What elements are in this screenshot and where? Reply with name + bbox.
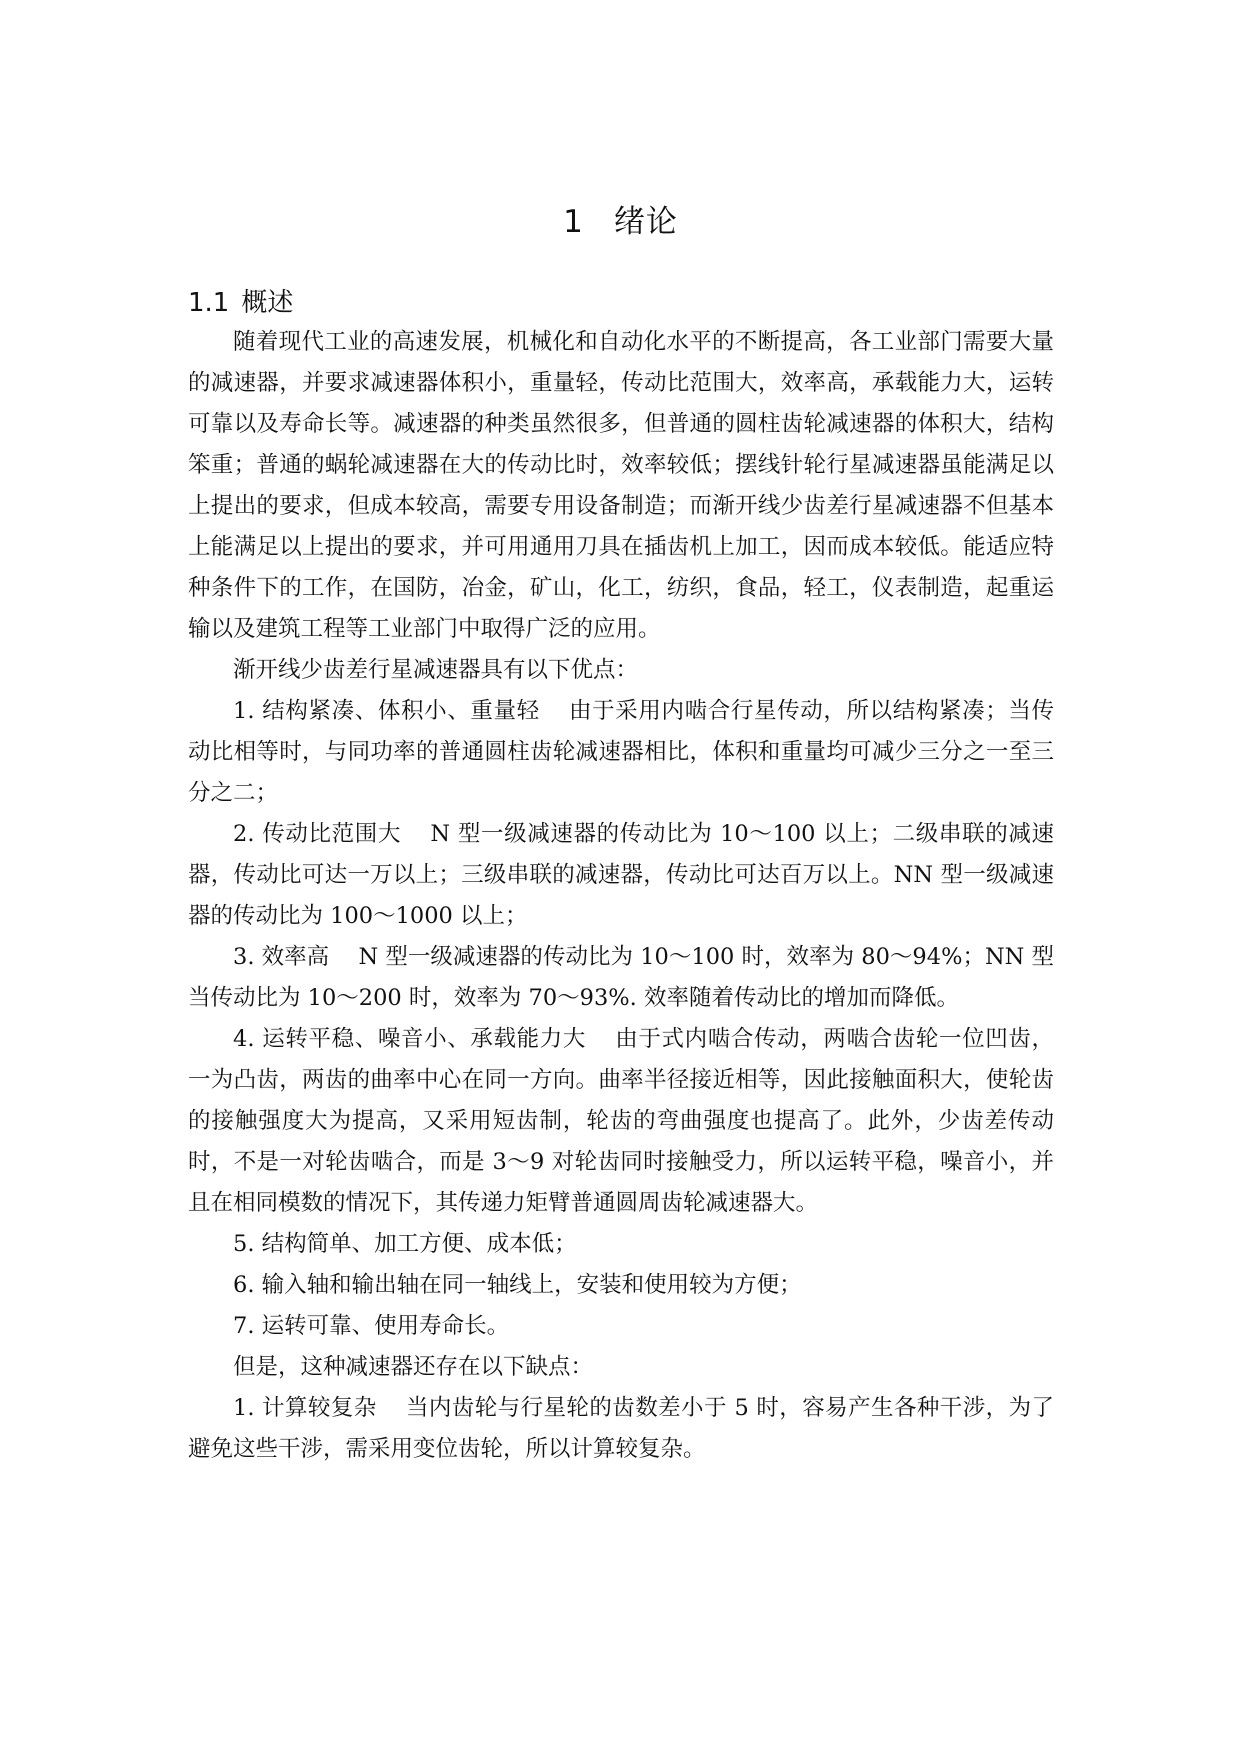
section-title — [188, 282, 293, 319]
advantage-body: N 型一级减速器的传动比为 10～100 时，效率为 80～94%；NN 型当传动比为 10～200 时，效率为 70～93%. 效率随着传动比的增加而降低。 — [188, 944, 1054, 1011]
advantage-item-1 — [188, 691, 1054, 814]
advantage-heading: 4. 运转平稳、噪音小、承载能力大 — [233, 1026, 586, 1052]
advantage-heading: 1. 结构紧凑、体积小、重量轻 — [233, 698, 540, 724]
advantage-item-6: 6. 输入轴和输出轴在同一轴线上，安装和使用较为方便； — [233, 1272, 802, 1298]
chapter-title-text: 绪论 — [613, 204, 678, 240]
advantage-item-7: 7. 运转可靠、使用寿命长。 — [233, 1313, 510, 1339]
advantage-body: N 型一级减速器的传动比为 10～100 以上；二级串联的减速器，传动比可达一万以上；三级串联的减速器，传动比可达百万以上。NN 型一级减速器的传动比为 100～1000 以上； — [188, 821, 1054, 929]
disadvantage-body: 当内齿轮与行星轮的齿数差小于 5 时，容易产生各种干涉，为了避免这些干涉，需采用变位齿轮，所以计算较复杂。 — [188, 1395, 1054, 1462]
advantage-heading: 2. 传动比范围大 — [233, 821, 402, 847]
section-number: 1.1 — [188, 288, 230, 318]
paragraph-intro: 随着现代工业的高速发展，机械化和自动化水平的不断提高，各工业部门需要大量的减速器，并要求减速器体积小，重量轻，传动比范围大，效率高，承载能力大，运转可靠以及寿命长等。减速器的种类虽然很多，但普通的圆柱齿轮减速器的体积大，结构笨重；普通的蜗轮减速器在大的传动比时，效率较低；摆线针轮行星减速器虽能满足以上提出的要求，但成本较高，需要专用设备制造；而渐开线少齿差行星减速器不但基本上能满足以上提出的要求，并可用通用刀具在插齿机上加工，因而成本较低。能适应特种条件下的工作，在国防，冶金，矿山，化工，纺织，食品，轻工，仪表制造，起重运输以及建筑工程等工业部门中取得广泛的应用。 — [188, 329, 1054, 642]
advantage-item-3 — [188, 937, 1054, 1019]
chapter-title — [0, 196, 1241, 241]
advantage-item-4 — [188, 1019, 1054, 1224]
body-text — [188, 322, 1054, 1470]
disadvantage-item-1 — [188, 1388, 1054, 1470]
section-title-text: 概述 — [241, 288, 294, 318]
advantage-heading: 3. 效率高 — [233, 944, 330, 970]
paragraph-advantages-lead: 渐开线少齿差行星减速器具有以下优点： — [233, 657, 639, 683]
advantage-item-2 — [188, 814, 1054, 937]
advantage-item-5: 5. 结构简单、加工方便、成本低； — [233, 1231, 577, 1257]
advantage-body: 由于式内啮合传动，两啮合齿轮一位凹齿，一为凸齿，两齿的曲率中心在同一方向。曲率半径接近相等，因此接触面积大，使轮齿的接触强度大为提高，又采用短齿制，轮齿的弯曲强度也提高了。此外，少齿差传动时，不是一对轮齿啮合，而是 3～9 对轮齿同时接触受力，所以运转平稳，噪音小，并且在相同模数的情况下，其传递力矩臂普通圆周齿轮减速器大。 — [188, 1026, 1054, 1216]
paragraph-disadvantages-lead: 但是，这种减速器还存在以下缺点： — [233, 1354, 594, 1380]
disadvantage-heading: 1. 计算较复杂 — [233, 1395, 377, 1421]
chapter-number: 1 — [563, 204, 584, 240]
advantage-body: 由于采用内啮合行星传动，所以结构紧凑；当传动比相等时，与同功率的普通圆柱齿轮减速器相比，体积和重量均可减少三分之一至三分之二； — [188, 698, 1054, 806]
